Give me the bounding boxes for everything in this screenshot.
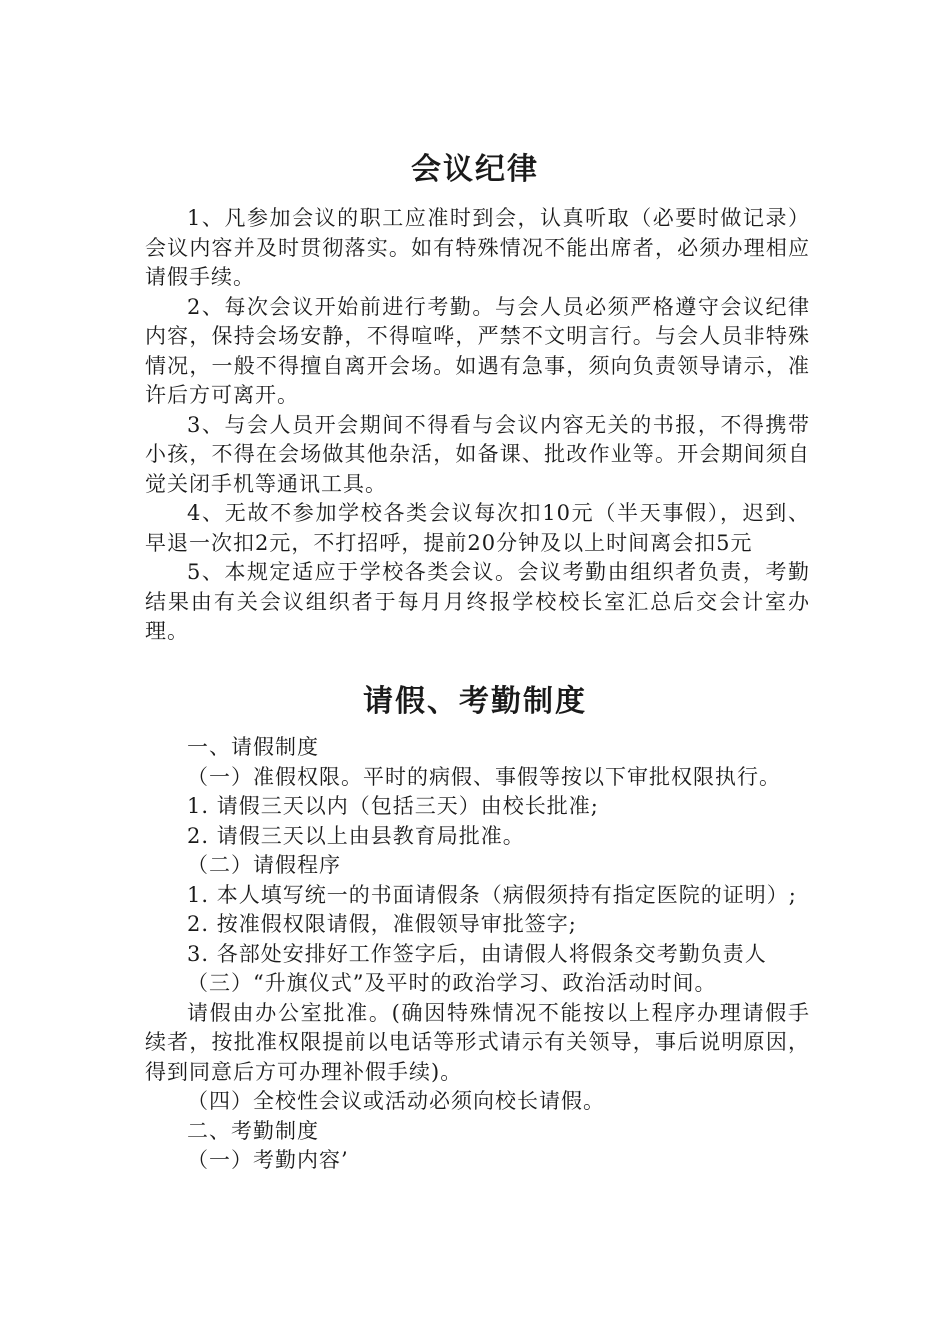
meeting-rule-paragraph: 3、与会人员开会期间不得看与会议内容无关的书报，不得携带小孩，不得在会场做其他杂活，如备课、批改作业等。开会期间须自觉关闭手机等通讯工具。 <box>145 412 810 496</box>
meeting-rules-title: 会议纪律 <box>411 152 539 187</box>
leave-paragraph: （一）准假权限。平时的病假、事假等按以下审批权限执行。 <box>187 764 781 789</box>
leave-paragraph: 1. 请假三天以内（包括三天）由校长批准; <box>187 794 599 818</box>
meeting-rules-section <box>145 204 810 647</box>
meeting-rule-paragraph: 5、本规定适应于学校各类会议。会议考勤由组织者负责，考勤结果由有关会议组织者于每月月终报学校校长室汇总后交会计室办理。 <box>145 560 810 643</box>
leave-paragraph: （三）“升旗仪式”及平时的政治学习、政治活动时间。 <box>187 971 717 995</box>
leave-paragraph: 2. 按准假权限请假，准假领导审批签字; <box>187 912 577 936</box>
leave-paragraph: 1. 本人填写统一的书面请假条（病假须持有指定医院的证明）; <box>187 882 797 907</box>
leave-paragraph: 3. 各部处安排好工作签字后，由请假人将假条交考勤负责人 <box>187 941 767 966</box>
leave-paragraph: （二）请假程序 <box>187 853 341 877</box>
leave-paragraph: 二、考勤制度 <box>187 1118 319 1143</box>
leave-paragraph: 2. 请假三天以上由县教育局批准。 <box>187 823 525 848</box>
meeting-rule-paragraph: 2、每次会议开始前进行考勤。与会人员必须严格遵守会议纪律内容，保持会场安静，不得喧哗，严禁不文明言行。与会人员非特殊情况，一般不得擅自离开会场。如遇有急事，须向负责领导请示，准许后方可离开。 <box>145 294 810 407</box>
leave-attendance-section <box>145 733 810 1176</box>
leave-paragraph: （四）全校性会议或活动必须向校长请假。 <box>187 1089 605 1113</box>
leave-paragraph: （一）考勤内容’ <box>187 1148 349 1172</box>
meeting-rule-paragraph: 4、无故不参加学校各类会议每次扣10元（半天事假），迟到、早退一次扣2元，不打招呼，提前20分钟及以上时间离会扣5元 <box>145 501 810 555</box>
leave-attendance-title: 请假、考勤制度 <box>363 684 587 719</box>
meeting-rule-paragraph: 1、凡参加会议的职工应准时到会，认真听取（必要时做记录）会议内容并及时贯彻落实。如有特殊情况不能出席者，必须办理相应请假手续。 <box>145 206 810 289</box>
leave-paragraph: 请假由办公室批准。(确因特殊情况不能按以上程序办理请假手续者，按批准权限提前以电话等形式请示有关领导，事后说明原因，得到同意后方可办理补假手续)。 <box>145 1000 810 1084</box>
leave-paragraph: 一、请假制度 <box>187 735 319 759</box>
